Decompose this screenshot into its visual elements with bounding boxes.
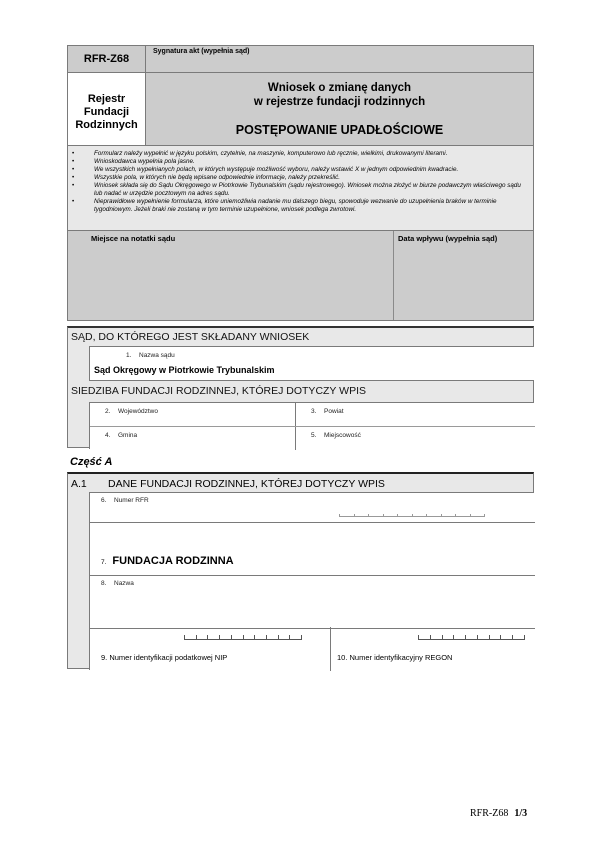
comb-cell[interactable] — [430, 635, 442, 640]
county-field[interactable] — [296, 403, 535, 426]
court-notes-label: Miejsce na notatki sądu — [91, 234, 176, 243]
field-number: 8. — [101, 580, 107, 587]
comb-cell[interactable] — [512, 635, 525, 640]
instruction-item: • Nieprawidłowe wypełnienie formularza, które uniemożliwia nadanie mu dalszego biegu, spowoduje wezwanie do uzupełnienia braków w terminie tygodniowym. Jeżeli braki nie zostaną w tym terminie uzupełnione, wniosek podlega zwrotowi. — [72, 198, 527, 214]
comb-cell[interactable] — [418, 635, 430, 640]
form-header — [67, 45, 534, 146]
page-footer — [470, 808, 527, 819]
comb-cell[interactable] — [426, 514, 441, 517]
instruction-item: • Formularz należy wypełnić w języku polskim, czytelnie, na maszynie, komputerowo lub ręcznie, wielkimi, drukowanymi literami. — [72, 150, 527, 158]
nip-label: 9. Numer identyfikacji podatkowej NIP — [101, 653, 228, 662]
footer-form-code: RFR-Z68 — [470, 808, 509, 819]
instruction-item: • Wszystkie pola, w których nie będą wpisane odpowiednie informacje, należy przekreślić. — [72, 174, 527, 182]
register-name — [68, 73, 146, 145]
comb-cell[interactable] — [453, 635, 465, 640]
comb-cell[interactable] — [354, 514, 369, 517]
comb-cell[interactable] — [442, 635, 454, 640]
court-name-value: Sąd Okręgowy w Piotrkowie Trybunalskim — [94, 365, 275, 375]
comb-cell[interactable] — [254, 635, 266, 640]
court-name-field[interactable] — [89, 346, 534, 381]
part-a-title: Część A — [70, 456, 113, 468]
regon-label: 10. Numer identyfikacyjny REGON — [337, 653, 453, 662]
field-label: Nazwa — [114, 580, 134, 587]
regon-field[interactable] — [331, 629, 535, 671]
comb-cell[interactable] — [231, 635, 243, 640]
court-name-label — [126, 352, 175, 359]
field-number: 1. — [126, 352, 132, 359]
regon-comb[interactable] — [418, 635, 525, 640]
court-notes-field[interactable] — [68, 231, 394, 320]
seat-section-title: SIEDZIBA FUNDACJI RODZINNEJ, KTÓREJ DOTYCZY WPIS — [71, 385, 366, 397]
field-number: 5. — [311, 432, 317, 439]
comb-cell[interactable] — [278, 635, 290, 640]
field-number: 3. — [311, 408, 317, 415]
register-name-line: Rejestr — [87, 92, 126, 105]
comb-cell[interactable] — [289, 635, 302, 640]
comb-cell[interactable] — [219, 635, 231, 640]
form-subtitle: POSTĘPOWANIE UPADŁOŚCIOWE — [235, 123, 444, 137]
receipt-date-label: Data wpływu (wypełnia sąd) — [398, 234, 498, 243]
title-line-1: Wniosek o zmianę danych — [267, 82, 412, 94]
comb-cell[interactable] — [339, 514, 354, 517]
nip-field[interactable] — [90, 629, 330, 671]
comb-cell[interactable] — [383, 514, 398, 517]
instruction-item: • Wniosek składa się do Sądu Okręgowego w Piotrkowie Trybunalskim (sądu rejestrowego). Wniosek można złożyć w biurze podawczym właściwego sądu lub nadać w urzędzie pocztowym na adres sądu. — [72, 182, 527, 198]
field-number: 7. — [101, 559, 107, 566]
comb-cell[interactable] — [441, 514, 456, 517]
commune-label — [105, 432, 137, 439]
nip-comb[interactable] — [184, 635, 302, 640]
form-title — [146, 73, 533, 145]
comb-cell[interactable] — [412, 514, 427, 517]
field-label: Gmina — [118, 432, 138, 439]
rfr-number-comb[interactable] — [339, 512, 485, 517]
case-signature-label: Sygnatura akt (wypełnia sąd) — [153, 48, 250, 55]
page-number: 1/3 — [514, 808, 528, 819]
field-label: Powiat — [324, 408, 344, 415]
section-title: DANE FUNDACJI RODZINNEJ, KTÓREJ DOTYCZY WPIS — [108, 478, 385, 490]
divider — [90, 522, 535, 523]
court-notes-area — [67, 231, 534, 321]
comb-cell[interactable] — [470, 514, 486, 517]
foundation-type — [101, 555, 234, 567]
register-name-line: Fundacji — [83, 105, 130, 118]
part-a-section — [67, 472, 534, 669]
voivodeship-label — [105, 408, 158, 415]
section-code: A.1 — [71, 478, 87, 490]
field-label: Miejscowość — [324, 432, 361, 439]
foundation-name-label — [101, 580, 134, 587]
form-code: RFR-Z68 — [68, 46, 146, 73]
comb-cell[interactable] — [500, 635, 512, 640]
instruction-item: • Wnioskodawca wypełnia pola jasne. — [72, 158, 527, 166]
locality-label — [311, 432, 361, 439]
instruction-item: • We wszystkich wypełnianych polach, w których występuje możliwość wyboru, należy wstawić X w jednym odpowiednim kwadracie. — [72, 166, 527, 174]
locality-field[interactable] — [296, 427, 535, 450]
seat-fields — [89, 402, 534, 449]
field-number: 4. — [105, 432, 111, 439]
title-line-2: w rejestrze fundacji rodzinnych — [253, 96, 426, 108]
receipt-date-field[interactable] — [394, 231, 533, 320]
register-name-line: Rodzinnych — [75, 118, 138, 131]
comb-cell[interactable] — [207, 635, 219, 640]
foundation-type-value: FUNDACJA RODZINNA — [112, 555, 234, 567]
comb-cell[interactable] — [465, 635, 477, 640]
case-signature-field[interactable] — [146, 46, 533, 73]
part-a-fields — [89, 492, 534, 670]
field-number: 6. — [101, 497, 107, 504]
court-section — [67, 326, 534, 448]
comb-cell[interactable] — [368, 514, 383, 517]
comb-cell[interactable] — [243, 635, 255, 640]
comb-cell[interactable] — [266, 635, 278, 640]
comb-cell[interactable] — [477, 635, 489, 640]
comb-cell[interactable] — [184, 635, 196, 640]
comb-cell[interactable] — [196, 635, 208, 640]
instructions-list — [67, 146, 534, 231]
comb-cell[interactable] — [397, 514, 412, 517]
rfr-number-label — [101, 497, 149, 504]
field-label: Województwo — [118, 408, 158, 415]
comb-cell[interactable] — [489, 635, 501, 640]
foundation-name-field[interactable] — [90, 576, 535, 628]
field-label: Nazwa sądu — [139, 352, 175, 359]
commune-field[interactable] — [90, 427, 295, 450]
field-number: 2. — [105, 408, 111, 415]
rfr-number-field[interactable] — [90, 493, 535, 522]
court-section-title: SĄD, DO KTÓREGO JEST SKŁADANY WNIOSEK — [71, 331, 310, 343]
comb-cell[interactable] — [455, 514, 470, 517]
voivodeship-field[interactable] — [90, 403, 295, 426]
county-label — [311, 408, 344, 415]
field-label: Numer RFR — [114, 497, 149, 504]
